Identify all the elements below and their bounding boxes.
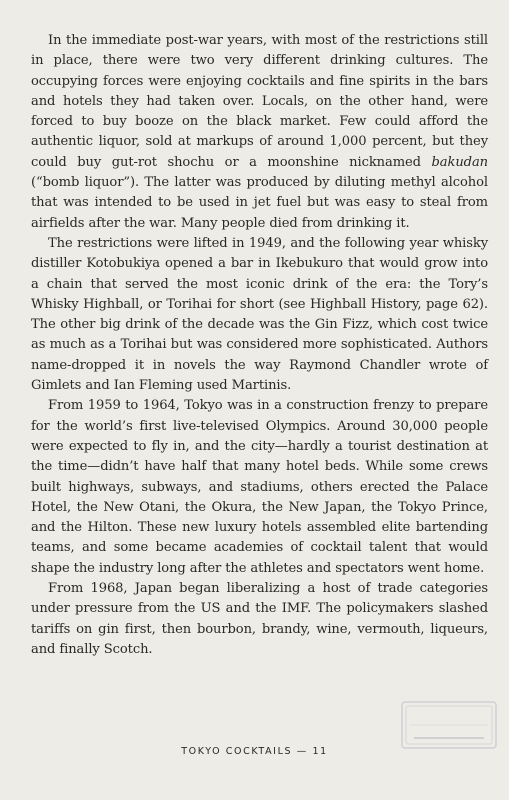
paragraph-3 <box>31 396 488 579</box>
paragraph-4-text: From 1968, Japan began liberalizing a host of trade categories under pressure from the US and the IMF. The policymakers slashed tariffs on gin first, then bourbon, brandy, wine, vermouth, liqueurs, and finally Scotch. <box>31 581 488 657</box>
paragraph-2 <box>31 234 488 396</box>
paragraph-4 <box>31 579 488 660</box>
paragraph-2-text: The restrictions were lifted in 1949, and the following year whisky distiller Kotobukiya opened a bar in Ikebukuro that would grow into a chain that served the most iconic drink of the era: the Tory’s Whisky Highball, or Torihai for short (see Highball History, page 62). The other big drink of the decade was the Gin Fizz, which cost twice as much as a Torihai but was considered more sophisticated. Authors name-dropped it in novels the way Raymond Chandler wrote of Gimlets and Ian Fleming used Martinis. <box>31 235 488 394</box>
paragraph-1-italic-term: bakudan <box>431 154 488 170</box>
bookstore-stamp-icon <box>400 700 498 750</box>
paragraph-1-text-a: In the immediate post-war years, with most of the restrictions still in place, there were two very different drinking cultures. The occupying forces were enjoying cocktails and fine spirits in the bars and hotels they had taken over. Locals, on the other hand, were forced to buy booze on the black market. Few could afford the authentic liquor, sold at markups of around 1,000 percent, but they could buy gut-rot shochu or a moonshine nicknamed <box>31 33 488 170</box>
body-text <box>31 31 488 660</box>
paragraph-1 <box>31 31 488 234</box>
paragraph-3-text: From 1959 to 1964, Tokyo was in a construction frenzy to prepare for the world’s first live-televised Olympics. Around 30,000 people were expected to fly in, and the city—hardly a tourist destination at the time—didn’t have half that many hotel beds. While some crews built highways, subways, and stadiums, others erected the Palace Hotel, the New Otani, the Okura, the New Japan, the Tokyo Prince, and the Hilton. These new luxury hotels assembled elite bartending teams, and some became academies of cocktail talent that would shape the industry long after the athletes and spectators went home. <box>31 398 488 576</box>
running-footer: TOKYO COCKTAILS — 11 <box>181 746 328 757</box>
paragraph-1-text-b: (“bomb liquor”). The latter was produced by diluting methyl alcohol that was intended to be used in jet fuel but was easy to steal from airfields after the war. Many people died from drinking it. <box>31 175 488 231</box>
